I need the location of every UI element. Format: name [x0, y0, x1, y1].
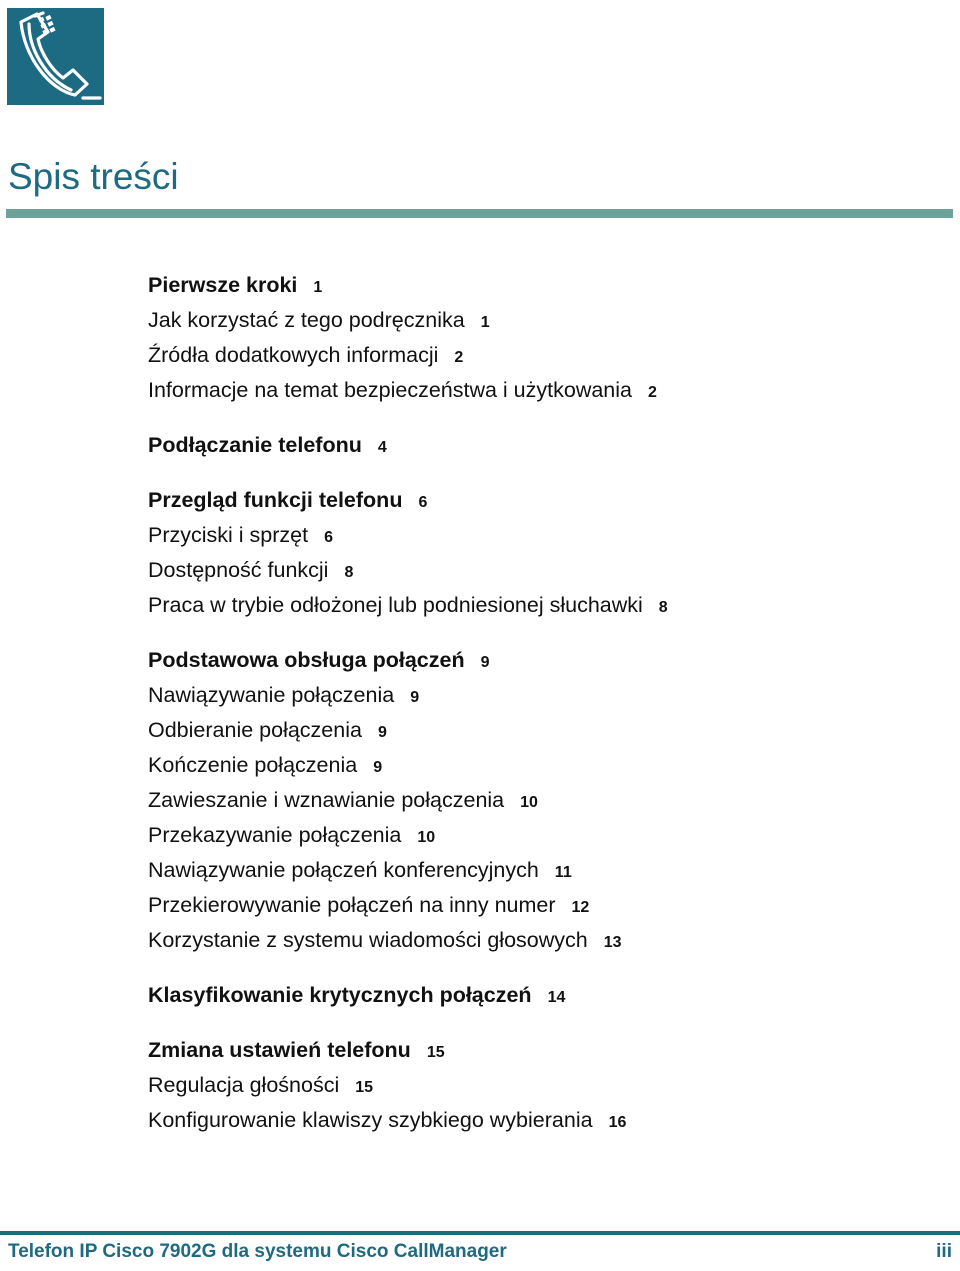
toc-entry-label: Odbieranie połączenia [148, 718, 362, 742]
toc-chapter-entry[interactable] [148, 645, 490, 678]
toc-entry-page: 9 [373, 759, 383, 776]
toc-entry-page: 8 [344, 564, 354, 581]
toc-section-entry[interactable] [148, 820, 435, 853]
toc-entry-page: 12 [571, 899, 590, 916]
toc-chapter-entry[interactable] [148, 270, 322, 303]
toc-section-entry[interactable] [148, 785, 538, 818]
toc-entry-page: 9 [480, 654, 490, 671]
toc-chapter-entry[interactable] [148, 980, 565, 1013]
toc-entry-label: Podłączanie telefonu [148, 433, 362, 457]
page-footer [0, 1231, 960, 1271]
toc-section-entry[interactable] [148, 520, 333, 553]
toc-entry-page: 9 [410, 689, 420, 706]
toc-entry-page: 6 [418, 494, 428, 511]
toc-entry-label: Konfigurowanie klawiszy szybkiego wybierania [148, 1108, 593, 1132]
toc-entry-page: 2 [454, 349, 464, 366]
toc-entry-page: 11 [554, 864, 572, 881]
toc-entry-page: 15 [426, 1044, 445, 1061]
page-title: Spis treści [8, 156, 179, 197]
phone-handset-icon [7, 8, 104, 105]
toc-entry-label: Zawieszanie i wznawianie połączenia [148, 788, 505, 812]
toc-chapter-entry[interactable] [148, 1035, 445, 1068]
toc-entry-page: 10 [520, 794, 538, 811]
footer-title: Telefon IP Cisco 7902G dla systemu Cisco CallManager [8, 1241, 507, 1262]
toc-entry-label: Przekazywanie połączenia [148, 823, 402, 847]
toc-section-entry[interactable] [148, 855, 572, 888]
toc-section-entry[interactable] [148, 590, 668, 623]
toc-entry-label: Przyciski i sprzęt [148, 523, 309, 547]
toc-section-entry[interactable] [148, 680, 419, 713]
toc-entry-label: Dostępność funkcji [148, 558, 329, 582]
toc-section-entry[interactable] [148, 340, 463, 373]
toc-entry-page: 6 [324, 529, 333, 546]
toc-entry-label: Klasyfikowanie krytycznych połączeń [148, 983, 532, 1007]
toc-chapter-entry[interactable] [148, 485, 427, 518]
footer-rule [0, 1231, 960, 1235]
toc-entry-label: Jak korzystać z tego podręcznika [148, 308, 465, 332]
toc-section-entry[interactable] [148, 925, 622, 958]
toc-entry-page: 1 [313, 279, 323, 296]
toc-entry-page: 4 [377, 439, 387, 456]
toc-section-entry[interactable] [148, 715, 387, 748]
toc-entry-page: 13 [603, 934, 622, 951]
toc-entry-label: Źródła dodatkowych informacji [148, 343, 439, 367]
toc-entry-label: Nawiązywanie połączenia [148, 683, 395, 707]
toc-entry-page: 15 [355, 1079, 374, 1096]
toc-entry-label: Korzystanie z systemu wiadomości głosowych [148, 928, 588, 952]
toc-entry-page: 8 [658, 599, 668, 616]
toc-entry-page: 9 [377, 724, 387, 741]
toc-section-entry[interactable] [148, 305, 490, 338]
toc-entry-label: Przekierowywanie połączeń na inny numer [148, 893, 556, 917]
toc-entry-page: 2 [648, 384, 657, 401]
toc-section-entry[interactable] [148, 555, 353, 588]
toc-entry-label: Praca w trybie odłożonej lub podniesionej słuchawki [148, 593, 643, 617]
toc-section-entry[interactable] [148, 890, 589, 923]
toc-section-entry[interactable] [148, 1070, 373, 1103]
toc-entry-label: Kończenie połączenia [148, 753, 358, 777]
toc-entry-label: Regulacja głośności [148, 1073, 340, 1097]
toc-entry-label: Przegląd funkcji telefonu [148, 488, 403, 512]
toc-entry-page: 10 [417, 829, 436, 846]
toc-entry-label: Informacje na temat bezpieczeństwa i użytkowania [148, 378, 632, 402]
footer-page-number: iii [936, 1241, 952, 1262]
toc-entry-page: 1 [480, 314, 490, 331]
cisco-phone-logo [7, 8, 104, 105]
toc-entry-page: 14 [547, 989, 566, 1006]
toc-entry-label: Podstawowa obsługa połączeń [148, 648, 465, 672]
toc-section-entry[interactable] [148, 750, 382, 783]
toc-entry-label: Zmiana ustawień telefonu [148, 1038, 411, 1062]
title-rule [6, 209, 953, 218]
toc-section-entry[interactable] [148, 375, 657, 408]
toc-chapter-entry[interactable] [148, 430, 387, 463]
toc-entry-page: 16 [608, 1114, 627, 1131]
toc-entry-label: Pierwsze kroki [148, 273, 298, 297]
toc-section-entry[interactable] [148, 1105, 626, 1138]
toc-entry-label: Nawiązywanie połączeń konferencyjnych [148, 858, 539, 882]
